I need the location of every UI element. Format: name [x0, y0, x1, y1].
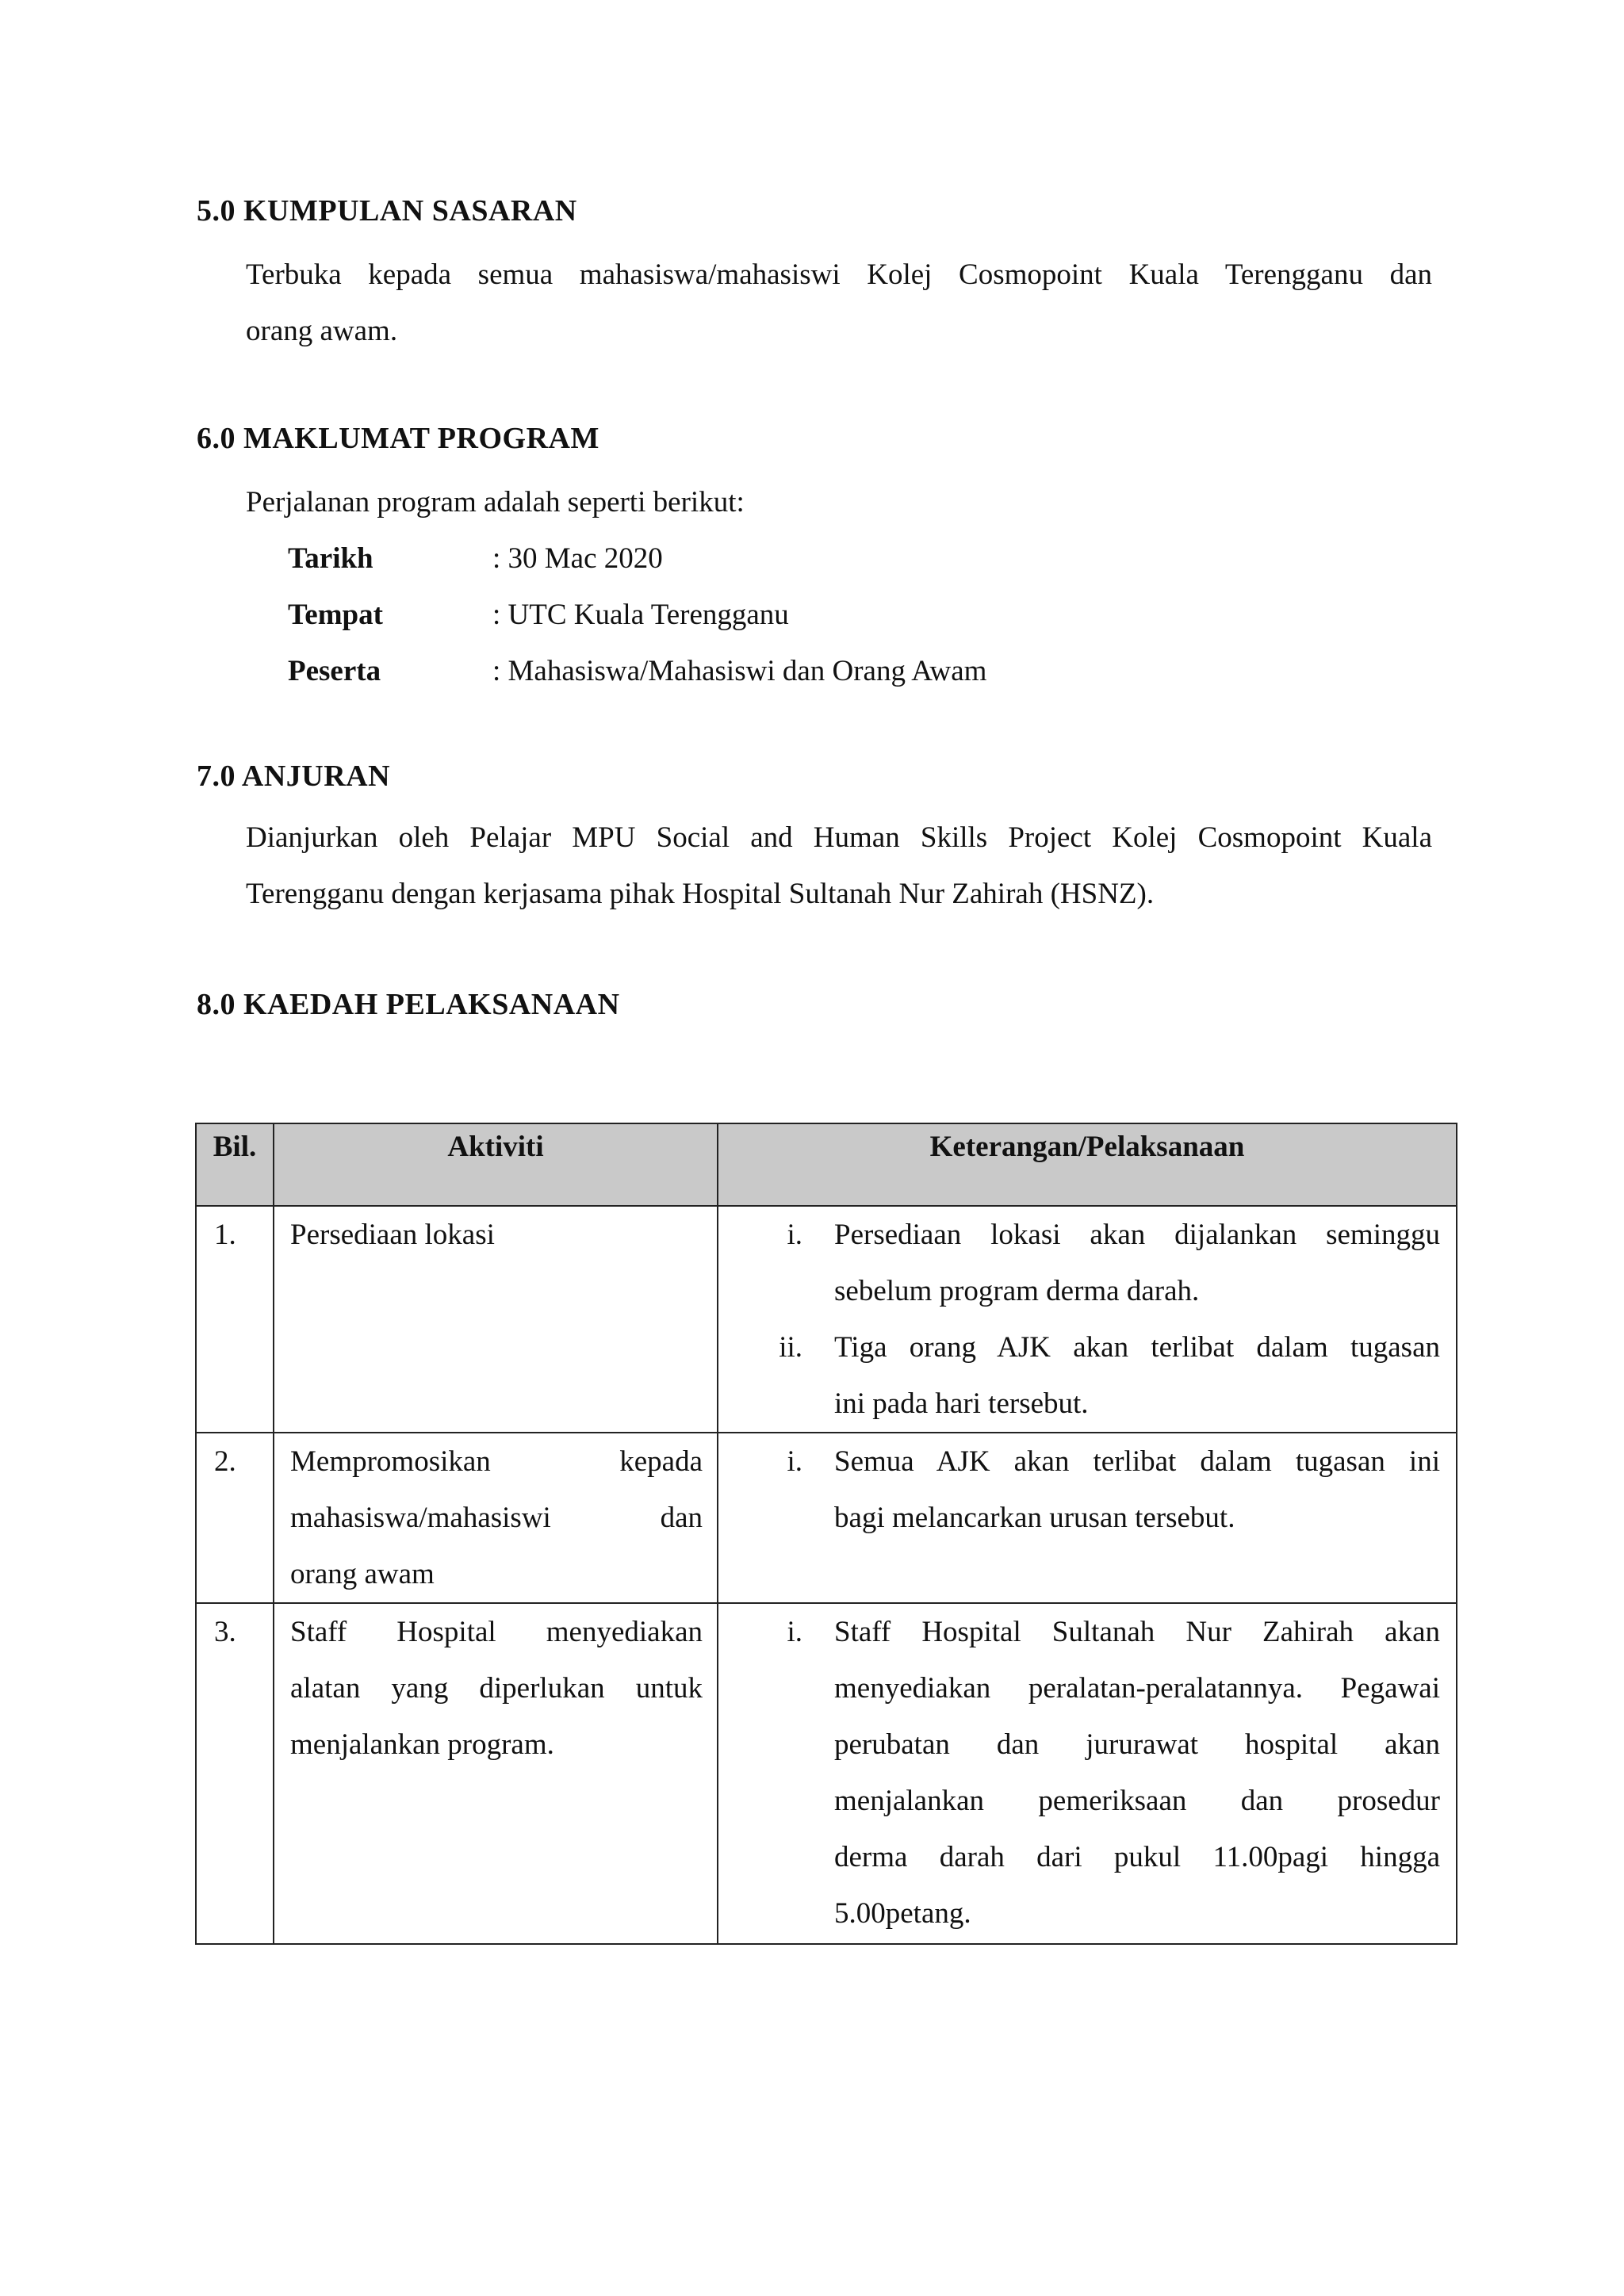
- item-line: 5.00petang.: [834, 1897, 971, 1930]
- item-line: ini pada hari tersebut.: [834, 1387, 1089, 1420]
- section-7-line: Dianjurkan oleh Pelajar MPU Social and Human Skills Project Kolej Cosmopoint Kuala: [246, 821, 1432, 854]
- section-6-heading: 6.0 MAKLUMAT PROGRAM: [197, 422, 599, 455]
- section-8-heading: 8.0 KAEDAH PELAKSANAAN: [197, 988, 620, 1021]
- row-aktiviti: [274, 1206, 718, 1433]
- table-row: [196, 1603, 1457, 1944]
- aktiviti-line: Staff Hospital menyediakan: [290, 1616, 703, 1648]
- table-header-row: [196, 1123, 1457, 1206]
- info-value: : UTC Kuala Terengganu: [492, 599, 789, 631]
- keterangan-item: [718, 1207, 1440, 1319]
- row-keterangan: [718, 1433, 1457, 1603]
- row-bil: 1.: [196, 1206, 274, 1433]
- item-line: bagi melancarkan urusan tersebut.: [834, 1502, 1235, 1534]
- row-aktiviti: [274, 1433, 718, 1603]
- section-5-text: [246, 247, 1432, 359]
- item-number: i.: [787, 1616, 802, 1648]
- kaedah-table: [195, 1123, 1457, 1945]
- item-line: Staff Hospital Sultanah Nur Zahirah akan: [834, 1616, 1440, 1648]
- info-label: Tempat: [288, 599, 383, 631]
- aktiviti-line: Persediaan lokasi: [290, 1219, 495, 1251]
- section-5-heading: 5.0 KUMPULAN SASARAN: [197, 194, 577, 228]
- item-line: derma darah dari pukul 11.00pagi hingga: [834, 1841, 1440, 1873]
- aktiviti-line: menjalankan program.: [290, 1728, 554, 1761]
- info-value: : 30 Mac 2020: [492, 542, 663, 575]
- section-7-text: [246, 809, 1432, 922]
- item-number: i.: [787, 1445, 802, 1478]
- aktiviti-line: orang awam: [290, 1558, 435, 1590]
- info-label: Tarikh: [288, 542, 373, 575]
- row-bil: 2.: [196, 1433, 274, 1603]
- section-5-line: Terbuka kepada semua mahasiswa/mahasiswi Kolej Cosmopoint Kuala Terengganu dan: [246, 258, 1432, 291]
- section-6-intro: Perjalanan program adalah seperti berikut:: [246, 486, 745, 519]
- item-line: perubatan dan jururawat hospital akan: [834, 1728, 1440, 1761]
- aktiviti-line: Mempromosikan kepada: [290, 1445, 703, 1478]
- info-value: : Mahasiswa/Mahasiswi dan Orang Awam: [492, 655, 987, 687]
- table-row: [196, 1433, 1457, 1603]
- info-label: Peserta: [288, 655, 381, 687]
- header-bil: Bil.: [196, 1123, 274, 1206]
- item-line: sebelum program derma darah.: [834, 1275, 1200, 1307]
- row-keterangan: [718, 1603, 1457, 1944]
- row-bil: 3.: [196, 1603, 274, 1944]
- item-line: menyediakan peralatan-peralatannya. Pegawai: [834, 1672, 1440, 1705]
- item-line: Persediaan lokasi akan dijalankan seminggu: [834, 1219, 1440, 1251]
- keterangan-item: [718, 1433, 1440, 1546]
- aktiviti-line: mahasiswa/mahasiswi dan: [290, 1502, 703, 1534]
- item-number: ii.: [779, 1331, 802, 1364]
- section-5-line: orang awam.: [246, 315, 398, 347]
- table-row: [196, 1206, 1457, 1433]
- aktiviti-line: alatan yang diperlukan untuk: [290, 1672, 703, 1705]
- keterangan-item: [718, 1319, 1440, 1432]
- section-7-line: Terengganu dengan kerjasama pihak Hospital Sultanah Nur Zahirah (HSNZ).: [246, 878, 1155, 910]
- item-number: i.: [787, 1219, 802, 1251]
- row-keterangan: [718, 1206, 1457, 1433]
- item-line: Semua AJK akan terlibat dalam tugasan ini: [834, 1445, 1440, 1478]
- keterangan-item: [718, 1604, 1440, 1942]
- section-7-heading: 7.0 ANJURAN: [197, 760, 391, 793]
- row-aktiviti: [274, 1603, 718, 1944]
- header-keterangan: Keterangan/Pelaksanaan: [718, 1123, 1457, 1206]
- item-line: Tiga orang AJK akan terlibat dalam tugasan: [834, 1331, 1440, 1364]
- header-aktiviti: Aktiviti: [274, 1123, 718, 1206]
- item-line: menjalankan pemeriksaan dan prosedur: [834, 1785, 1440, 1817]
